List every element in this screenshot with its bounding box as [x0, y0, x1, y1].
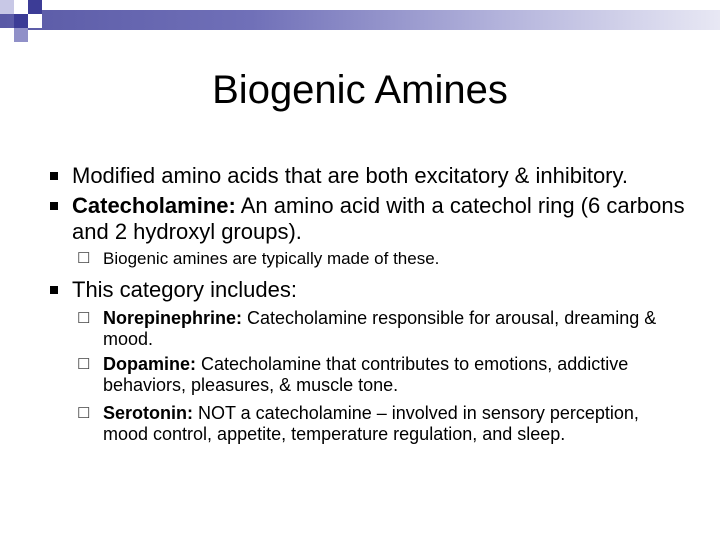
slide-title: Biogenic Amines — [212, 68, 508, 112]
hollow-square-bullet-icon: ☐ — [77, 310, 91, 327]
sub-bullet-text: NOT a catecholamine – involved in sensory perception, mood control, appetite, temperature regulation, and sleep. — [103, 403, 639, 444]
sub-bullet-text: Catecholamine responsible for arousal, dreaming & mood. — [103, 308, 657, 349]
header-square — [0, 28, 14, 42]
sub-bullet-item — [77, 308, 683, 350]
sub-bullet-term: Serotonin: — [103, 403, 193, 423]
square-bullet-icon — [50, 172, 58, 180]
sub-bullet-item — [77, 403, 683, 445]
sub-bullet-term: Dopamine: — [103, 354, 197, 374]
sub-bullet-text: Biogenic amines are typically made of these. — [103, 249, 440, 268]
sub-bullet-item — [77, 354, 683, 396]
sub-bullet-term: Norepinephrine: — [103, 308, 243, 328]
header-gradient-bar — [0, 10, 720, 30]
header-square — [0, 0, 14, 14]
bullet-term: Catecholamine: — [72, 193, 236, 218]
bullet-text: This category includes: — [72, 277, 297, 302]
header-square — [28, 14, 42, 28]
hollow-square-bullet-icon: ☐ — [77, 250, 91, 267]
bullet-text: Modified amino acids that are both excitatory & inhibitory. — [72, 163, 628, 188]
header-square — [14, 14, 28, 28]
square-bullet-icon — [50, 286, 58, 294]
sub-bullet-item — [77, 248, 683, 269]
hollow-square-bullet-icon: ☐ — [77, 356, 91, 373]
header-square — [14, 0, 28, 14]
hollow-square-bullet-icon: ☐ — [77, 405, 91, 422]
bullet-item — [72, 277, 692, 303]
header-square — [14, 28, 28, 42]
header-square — [28, 0, 42, 14]
square-bullet-icon — [50, 202, 58, 210]
bullet-item — [72, 163, 692, 189]
bullet-item — [72, 193, 692, 245]
bullet-text: An amino acid with a catechol ring (6 carbons and 2 hydroxyl groups). — [72, 193, 685, 244]
sub-bullet-text: Catecholamine that contributes to emotions, addictive behaviors, pleasures, & muscle tone. — [103, 354, 629, 395]
